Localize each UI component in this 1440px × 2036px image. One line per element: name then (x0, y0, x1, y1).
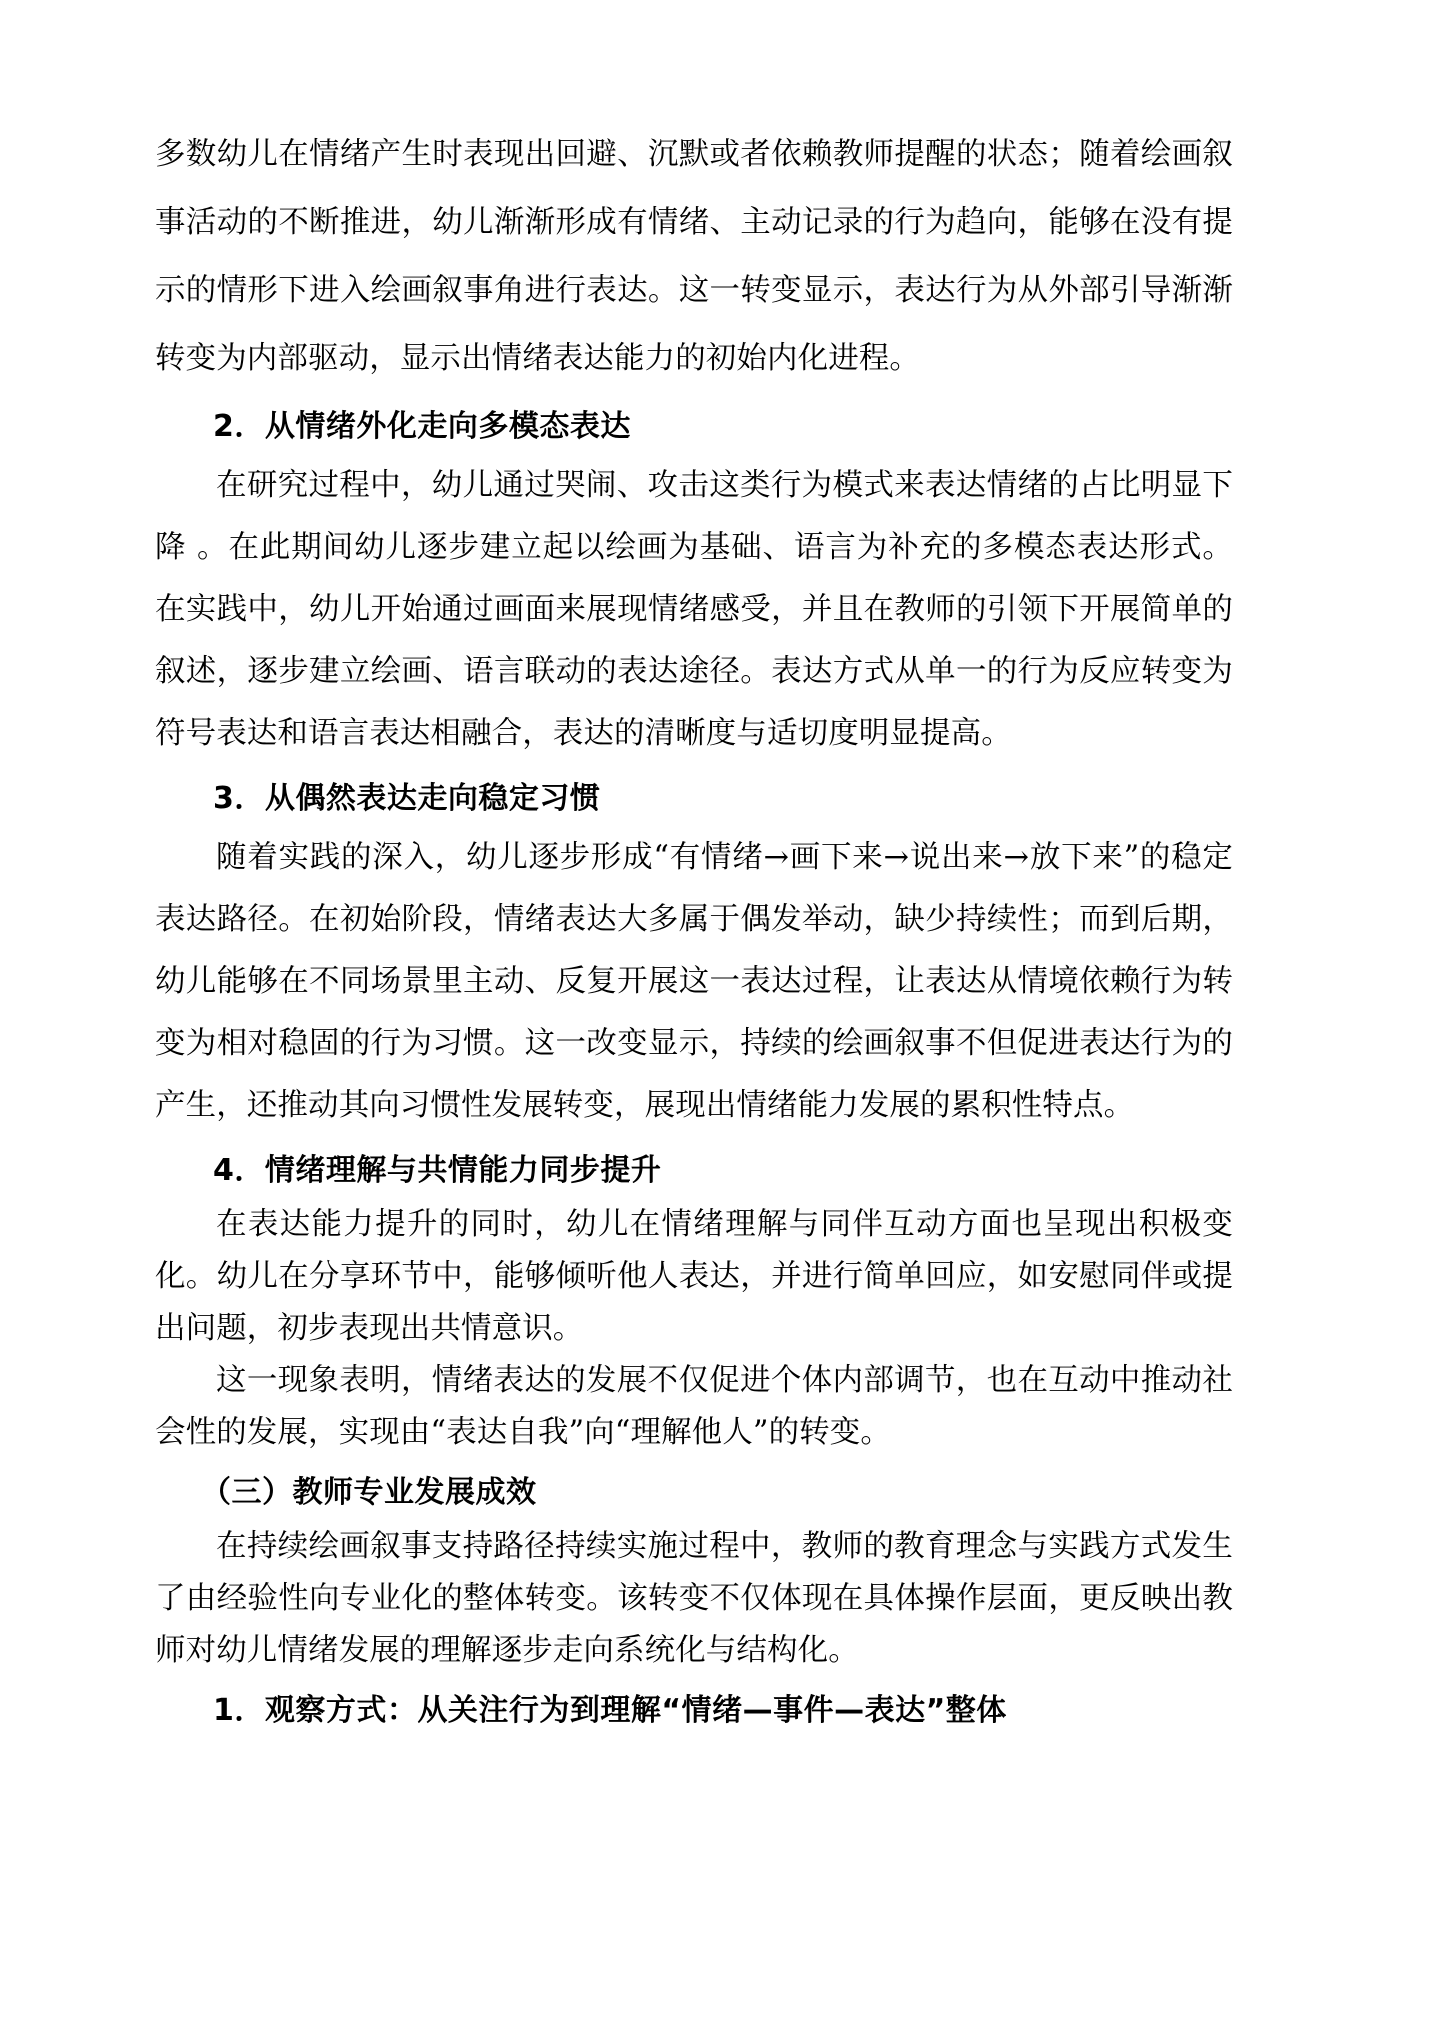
paragraph-multimodal-expression: 在研究过程中，幼儿通过哭闹、攻击这类行为模式来表达情绪的占比明显下降 。在此期间幼儿逐步建立起以绘画为基础、语言为补充的多模态表达形式。在实践中，幼儿开始通过画面来展现情绪感受，并且在教师的引领下开展简单的叙述，逐步建立绘画、语言联动的表达途径。表达方式从单一的行为反应转变为符号表达和语言表达相融合，表达的清晰度与适切度明显提高。 (155, 468, 1233, 751)
heading-2-multimodal-expression: 2．从情绪外化走向多模态表达 (213, 409, 631, 444)
page-content (155, 121, 1233, 1739)
heading-3-stable-habit: 3．从偶然表达走向稳定习惯 (213, 781, 601, 816)
paragraph-social-development: 这一现象表明，情绪表达的发展不仅促进个体内部调节，也在互动中推动社会性的发展，实现由“表达自我”向“理解他人”的转变。 (155, 1363, 1233, 1450)
heading-4-empathy-ability: 4．情绪理解与共情能力同步提升 (213, 1153, 662, 1188)
paragraph-stable-habit: 随着实践的深入，幼儿逐步形成“有情绪→画下来→说出来→放下来”的稳定表达路径。在初始阶段，情绪表达大多属于偶发举动，缺少持续性；而到后期，幼儿能够在不同场景里主动、反复开展这一表达过程，让表达从情境依赖行为转变为相对稳固的行为习惯。这一改变显示，持续的绘画叙事不但促进表达行为的产生，还推动其向习惯性发展转变，展现出情绪能力发展的累积性特点。 (155, 840, 1233, 1123)
paragraph-emotion-internalization: 多数幼儿在情绪产生时表现出回避、沉默或者依赖教师提醒的状态；随着绘画叙事活动的不断推进，幼儿渐渐形成有情绪、主动记录的行为趋向，能够在没有提示的情形下进入绘画叙事角进行表达。这一转变显示，表达行为从外部引导渐渐转变为内部驱动，显示出情绪表达能力的初始内化进程。 (155, 137, 1233, 376)
paragraph-teacher-professional-development: 在持续绘画叙事支持路径持续实施过程中，教师的教育理念与实践方式发生了由经验性向专业化的整体转变。该转变不仅体现在具体操作层面，更反映出教师对幼儿情绪发展的理解逐步走向系统化与结构化。 (155, 1529, 1233, 1668)
heading-1-observation-method: 1．观察方式：从关注行为到理解“情绪—事件—表达”整体 (213, 1693, 1007, 1728)
paragraph-empathy-ability: 在表达能力提升的同时，幼儿在情绪理解与同伴互动方面也呈现出积极变化。幼儿在分享环节中，能够倾听他人表达，并进行简单回应，如安慰同伴或提出问题，初步表现出共情意识。 (155, 1207, 1233, 1346)
heading-section-teacher-professional-development: （三）教师专业发展成效 (201, 1475, 537, 1510)
